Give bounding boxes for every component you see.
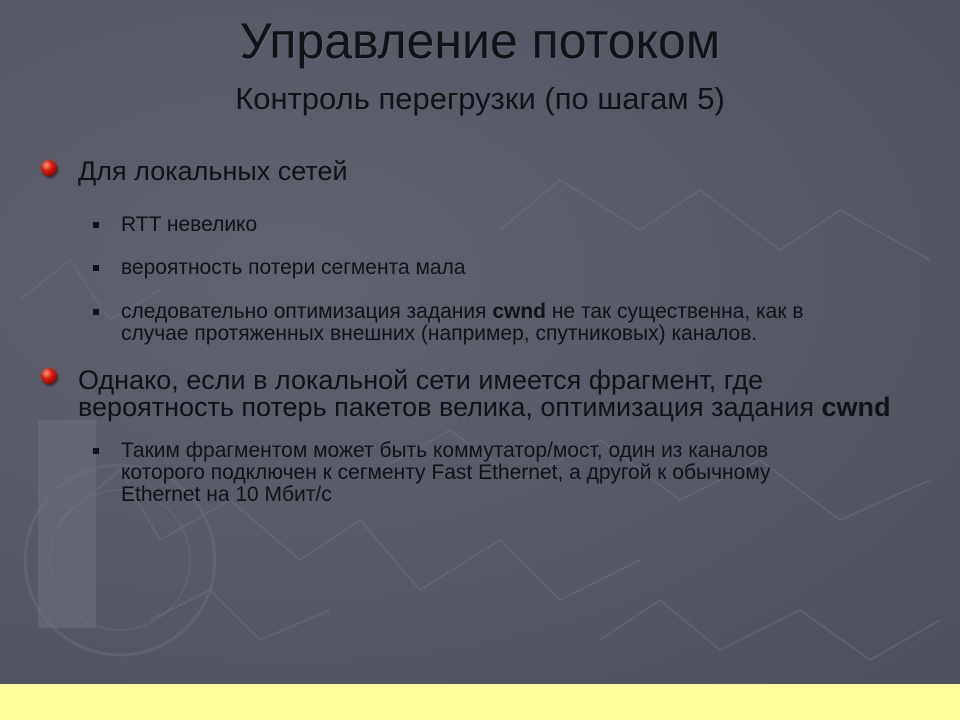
sub-bullet-text: которого подключен к сегменту Fast Ethernet, а другой к обычному: [121, 461, 771, 484]
sub-bullet-text: не так существенна, как в: [546, 300, 804, 323]
sub-bullet-loss-probability: вероятность потери сегмента мала: [121, 256, 466, 279]
sub-bullet-rtt: RTT невелико: [121, 213, 258, 236]
sub-bullet-switch-bridge: [121, 440, 921, 506]
square-bullet-icon: [93, 265, 99, 271]
bullet-however-fragment: [78, 367, 938, 421]
bullet-text: вероятность потерь пакетов велика, оптимизация задания: [78, 392, 822, 422]
sub-bullet-text: случае протяженных внешних (например, спутниковых) каналов.: [121, 322, 758, 345]
bullet-local-networks: Для локальных сетей: [78, 156, 348, 186]
sub-bullet-text: Таким фрагментом может быть коммутатор/мост, один из каналов: [121, 439, 769, 462]
sub-bullet-text: следовательно оптимизация задания: [121, 300, 493, 323]
square-bullet-icon: [93, 309, 99, 315]
bullet-text: Однако, если в локальной сети имеется фрагмент, где: [78, 365, 764, 395]
cwnd-term: cwnd: [492, 300, 546, 323]
square-bullet-icon: [93, 222, 99, 228]
red-ball-bullet-icon: [41, 368, 57, 384]
cwnd-term: cwnd: [821, 392, 891, 422]
sub-bullet-text: Ethernet на 10 Мбит/с: [121, 483, 332, 506]
slide-title: Управление потоком: [239, 13, 721, 69]
footer-band: [0, 684, 960, 720]
slide-subtitle: Контроль перегрузки (по шагам 5): [235, 81, 725, 116]
square-bullet-icon: [93, 448, 99, 454]
sub-bullet-cwnd-optimization: [121, 301, 921, 345]
red-ball-bullet-icon: [41, 160, 57, 176]
